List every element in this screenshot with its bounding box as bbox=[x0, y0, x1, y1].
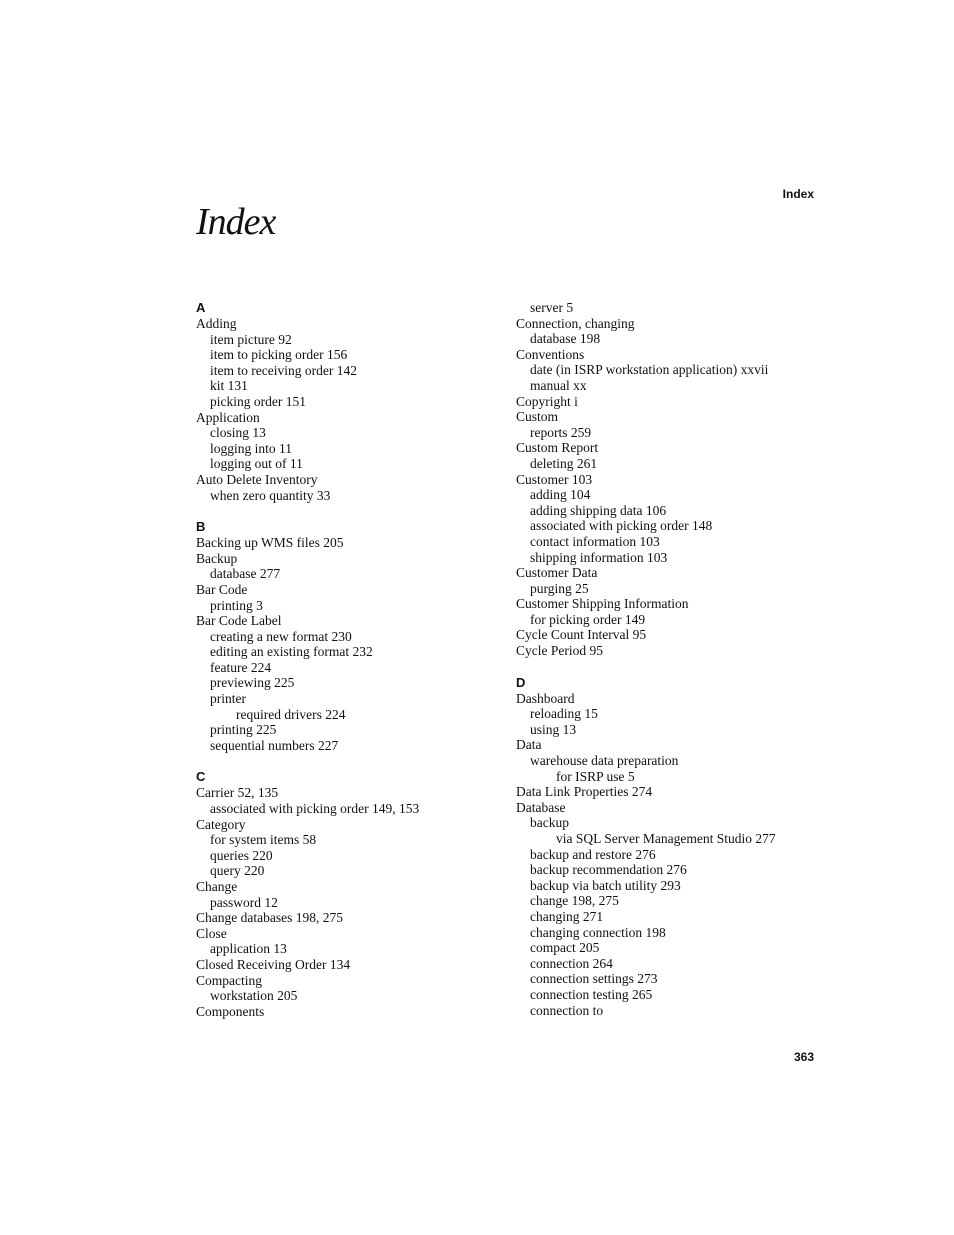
index-entry: Auto Delete Inventory bbox=[196, 471, 318, 487]
index-entry: Data Link Properties 274 bbox=[516, 784, 653, 800]
index-entry: Dashboard bbox=[516, 690, 575, 706]
index-subsubentry: via SQL Server Management Studio 277 bbox=[556, 831, 776, 846]
index-column-right bbox=[516, 300, 816, 1018]
index-subentry: shipping information 103 bbox=[530, 549, 668, 565]
index-subentry: backup via batch utility 293 bbox=[530, 877, 681, 893]
index-subentry: backup recommendation 276 bbox=[530, 862, 687, 878]
index-entry: Conventions bbox=[516, 346, 585, 362]
index-subentry: deleting 261 bbox=[530, 455, 598, 471]
index-subentry: date (in ISRP workstation application) xxvii bbox=[530, 362, 769, 378]
index-entry: Category bbox=[196, 816, 246, 832]
index-subentry: connection to bbox=[530, 1002, 604, 1018]
index-entry: Cycle Period 95 bbox=[516, 643, 603, 659]
index-section-letter: A bbox=[196, 300, 206, 315]
index-subentry: for picking order 149 bbox=[530, 611, 646, 627]
index-subentry: creating a new format 230 bbox=[210, 628, 352, 644]
running-head: Index bbox=[782, 187, 814, 201]
index-subentry: logging into 11 bbox=[210, 440, 293, 456]
index-subentry: using 13 bbox=[530, 721, 577, 737]
index-section-letter: B bbox=[196, 519, 206, 535]
index-subentry: connection settings 273 bbox=[530, 971, 658, 987]
index-entry: Backup bbox=[196, 550, 238, 566]
index-section-letter: C bbox=[196, 769, 206, 785]
index-subentry: item picture 92 bbox=[210, 331, 292, 347]
index-subentry: password 12 bbox=[210, 894, 278, 910]
index-entry: Customer Shipping Information bbox=[516, 596, 689, 612]
index-subentry: associated with picking order 148 bbox=[530, 518, 713, 534]
section-spacer bbox=[196, 503, 496, 519]
index-entry: Carrier 52, 135 bbox=[196, 785, 279, 801]
index-entry: Backing up WMS files 205 bbox=[196, 535, 344, 551]
index-subentry: printing 3 bbox=[210, 597, 263, 613]
index-subentry: changing connection 198 bbox=[530, 924, 666, 940]
index-subentry: item to picking order 156 bbox=[210, 347, 348, 363]
index-entry: Compacting bbox=[196, 972, 262, 988]
index-subentry: connection 264 bbox=[530, 955, 613, 971]
index-entry: Cycle Count Interval 95 bbox=[516, 627, 647, 643]
index-entry: Data bbox=[516, 737, 542, 753]
index-entry: Customer Data bbox=[516, 565, 598, 581]
index-subentry: database 198 bbox=[530, 331, 601, 347]
index-entry: Bar Code Label bbox=[196, 613, 282, 629]
index-subentry: contact information 103 bbox=[530, 533, 660, 549]
index-entry: Close bbox=[196, 925, 227, 941]
index-subentry: printing 225 bbox=[210, 722, 277, 738]
index-subentry: adding 104 bbox=[530, 487, 591, 503]
index-subentry: server 5 bbox=[530, 300, 574, 315]
index-entry: Database bbox=[516, 799, 566, 815]
index-subentry: for system items 58 bbox=[210, 832, 317, 848]
index-entry: Copyright i bbox=[516, 393, 578, 409]
index-subentry: editing an existing format 232 bbox=[210, 644, 373, 660]
index-subentry: backup bbox=[530, 815, 569, 831]
index-subentry: item to receiving order 142 bbox=[210, 362, 357, 378]
index-subentry: warehouse data preparation bbox=[530, 753, 679, 769]
index-entry: Custom bbox=[516, 409, 559, 425]
index-subsubentry: for ISRP use 5 bbox=[556, 768, 635, 784]
index-subentry: backup and restore 276 bbox=[530, 846, 656, 862]
index-entry: Bar Code bbox=[196, 581, 248, 597]
index-subentry: queries 220 bbox=[210, 847, 273, 863]
index-subentry: sequential numbers 227 bbox=[210, 737, 339, 753]
index-subentry: picking order 151 bbox=[210, 393, 306, 409]
section-spacer bbox=[196, 753, 496, 769]
index-section-letter: D bbox=[516, 674, 526, 690]
index-entry: Connection, changing bbox=[516, 315, 635, 331]
section-spacer bbox=[516, 659, 816, 675]
index-entry: Customer 103 bbox=[516, 471, 593, 487]
index-subentry: feature 224 bbox=[210, 659, 272, 675]
index-subentry: reports 259 bbox=[530, 424, 592, 440]
index-subentry: query 220 bbox=[210, 863, 265, 879]
index-subentry: closing 13 bbox=[210, 425, 266, 441]
index-entry: Custom Report bbox=[516, 440, 599, 456]
index-entry: Change databases 198, 275 bbox=[196, 910, 343, 926]
index-column-left bbox=[196, 300, 496, 1019]
index-subsubentry: required drivers 224 bbox=[236, 706, 346, 722]
index-subentry: workstation 205 bbox=[210, 988, 298, 1004]
index-subentry: database 277 bbox=[210, 566, 281, 582]
index-subentry: when zero quantity 33 bbox=[210, 487, 331, 503]
index-subentry: change 198, 275 bbox=[530, 893, 619, 909]
index-entry: Adding bbox=[196, 316, 237, 331]
index-subentry: kit 131 bbox=[210, 378, 248, 394]
index-subentry: reloading 15 bbox=[530, 706, 598, 722]
index-entry: Application bbox=[196, 409, 260, 425]
index-entry: Closed Receiving Order 134 bbox=[196, 956, 351, 972]
page-number: 363 bbox=[793, 1050, 814, 1064]
index-subentry: changing 271 bbox=[530, 908, 604, 924]
index-subentry: logging out of 11 bbox=[210, 456, 303, 472]
index-entry: Components bbox=[196, 1003, 265, 1019]
index-entry: Change bbox=[196, 879, 238, 894]
index-subentry: connection testing 265 bbox=[530, 986, 653, 1002]
index-subentry: associated with picking order 149, 153 bbox=[210, 801, 420, 817]
index-subentry: adding shipping data 106 bbox=[530, 502, 667, 518]
index-subentry: application 13 bbox=[210, 941, 287, 957]
page-title: Index bbox=[196, 201, 276, 243]
index-subentry: previewing 225 bbox=[210, 675, 295, 691]
index-subentry: printer bbox=[210, 691, 246, 707]
index-subentry: manual xx bbox=[530, 377, 587, 393]
index-subentry: purging 25 bbox=[530, 580, 589, 596]
index-subentry: compact 205 bbox=[530, 940, 600, 956]
